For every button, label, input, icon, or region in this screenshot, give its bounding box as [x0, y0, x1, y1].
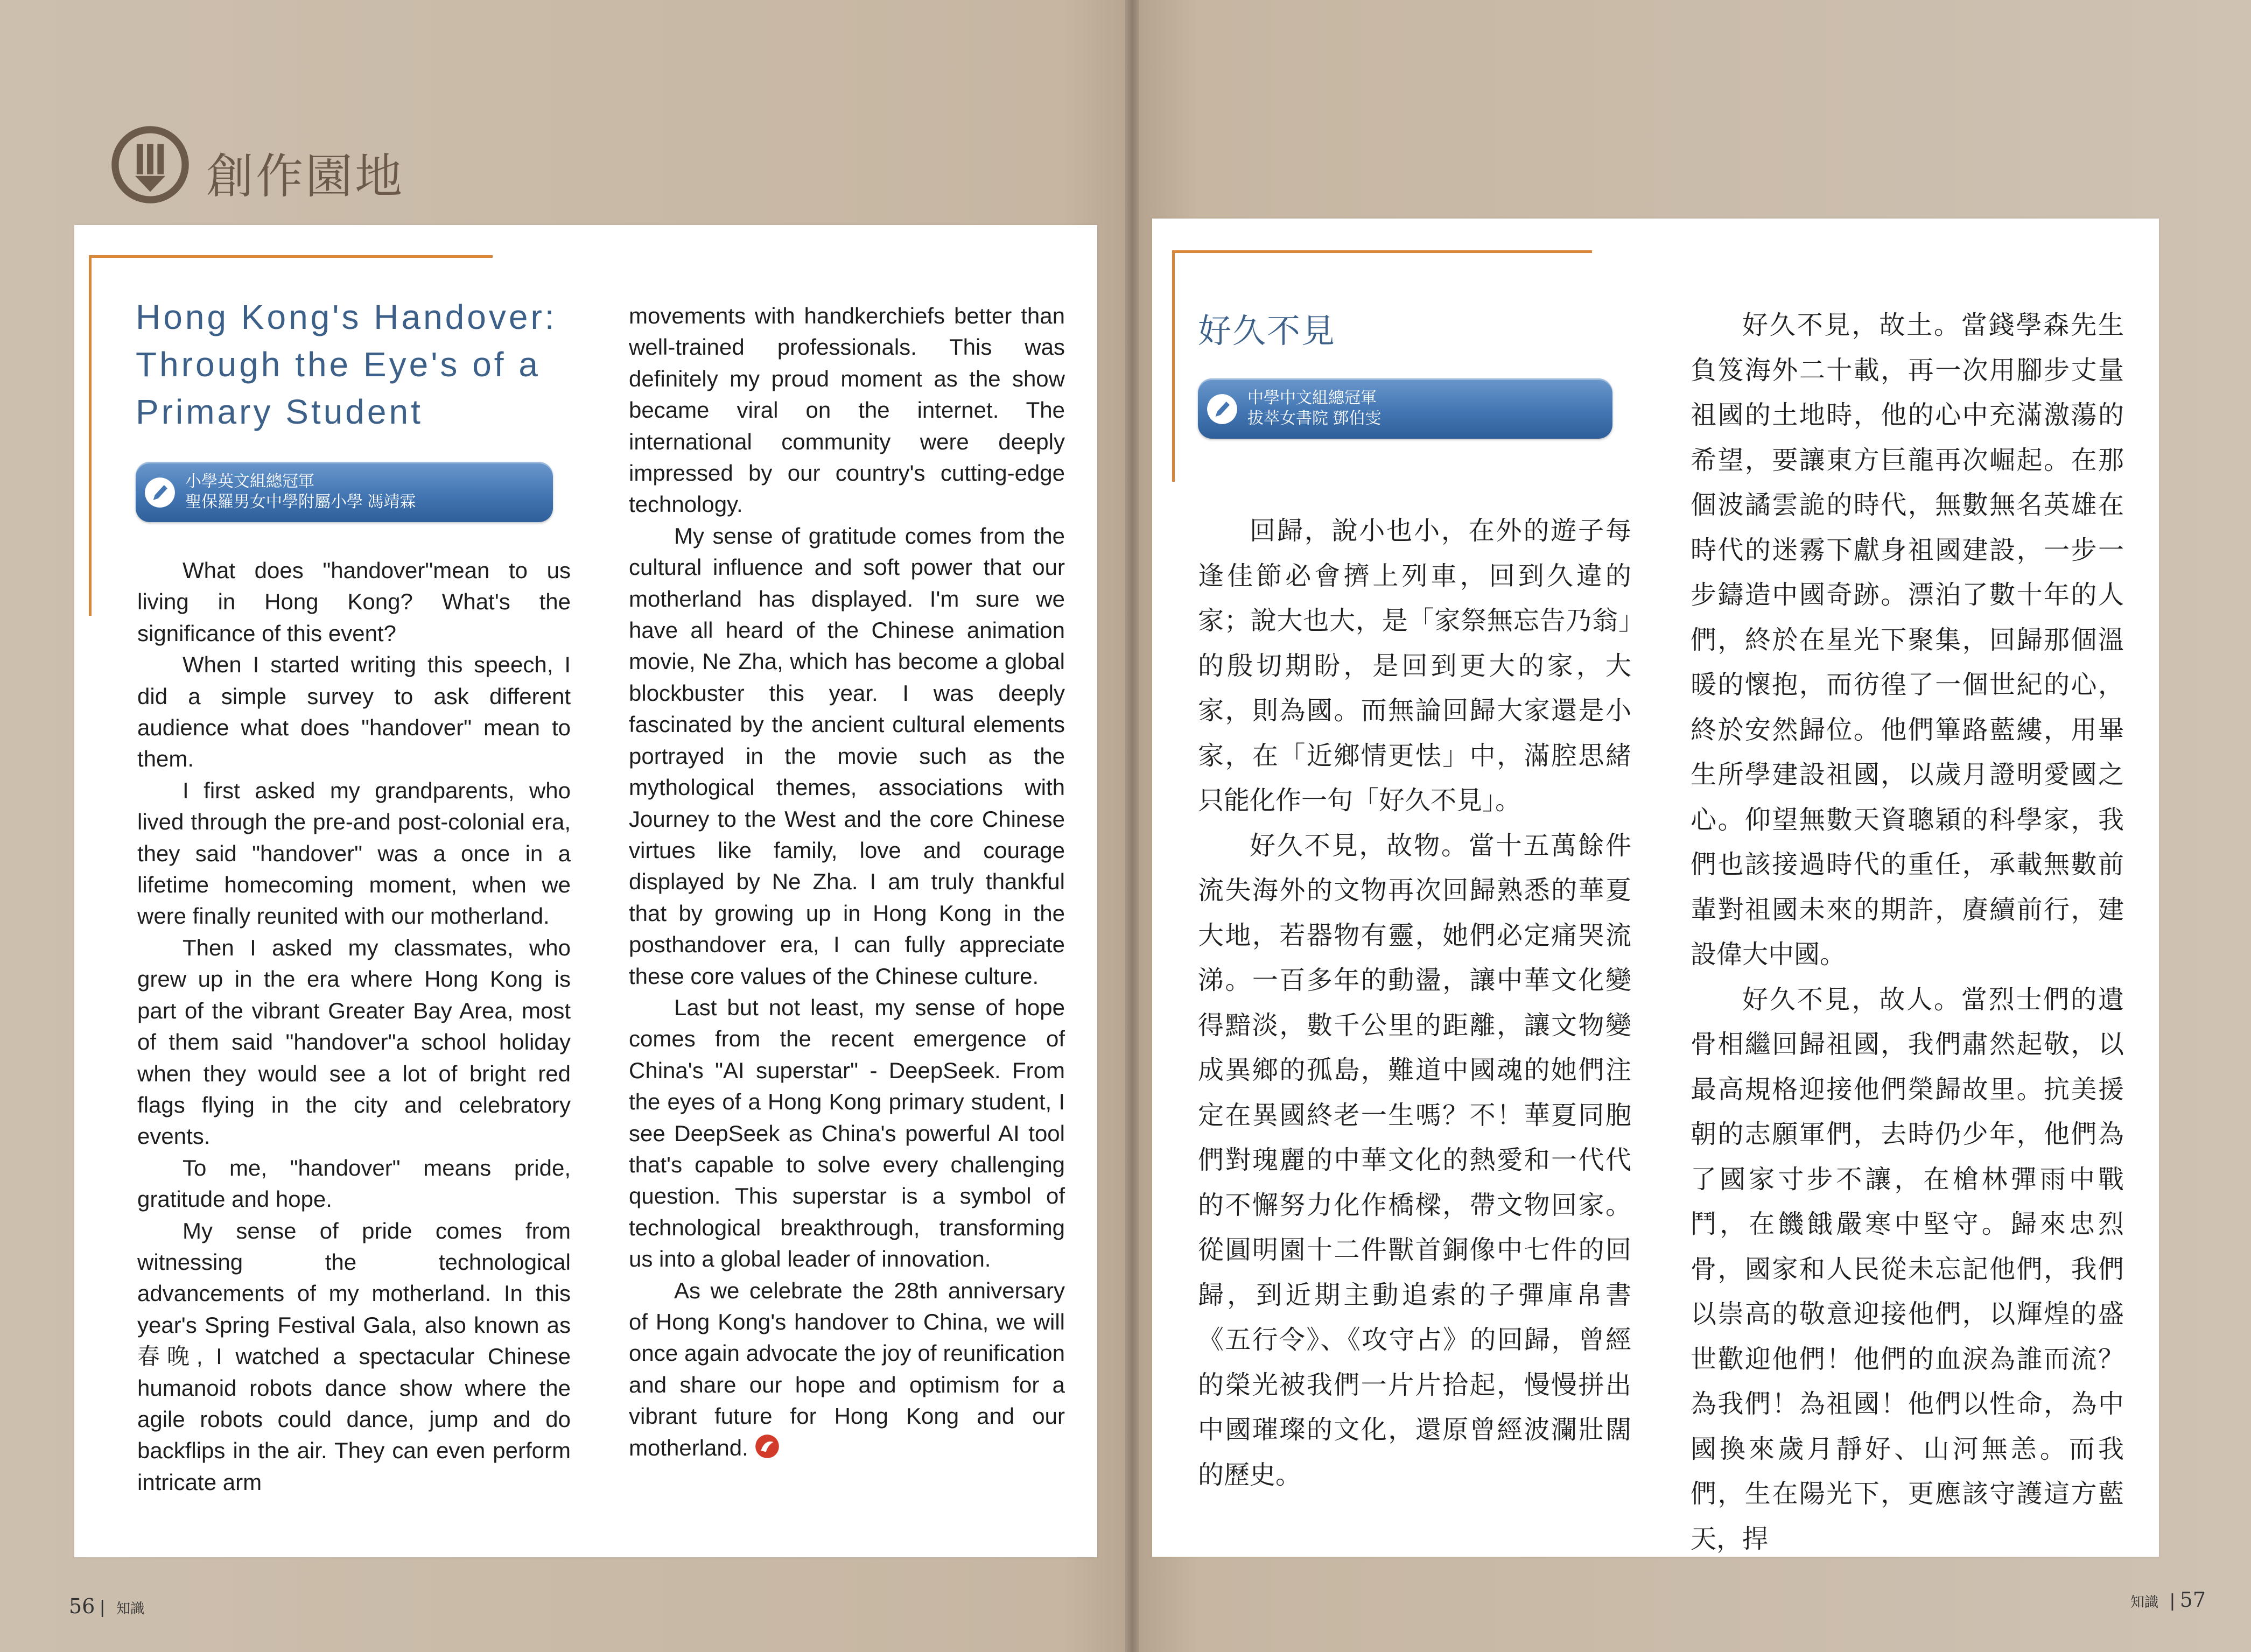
book-spine: [1125, 0, 1139, 1652]
paragraph: 好久不見，故物。當十五萬餘件流失海外的文物再次回歸熟悉的華夏大地，若器物有靈，她們必定痛哭流涕。一百多年的動盪，讓中華文化變得黯淡，數千公里的距離，讓文物變成異鄉的孤島，難道中國魂的她們注定在異國終老一生嗎？不！華夏同胞們對瑰麗的中華文化的熱愛和一代代的不懈努力化作橋樑，帶文物回家。從圓明園十二件獸首銅像中七件的回歸，到近期主動追索的子彈庫帛書《五行令》、《攻守占》的回歸，曾經的榮光被我們一片片拾起，慢慢拼出中國璀璨的文化，還原曾經波瀾壯闊的歷史。: [1198, 830, 1631, 1490]
paragraph: My sense of pride comes from witnessing the technological advancements of my motherland. In this year's Spring Festival Gala, also known as 春晚, I watched a spectacular Chinese humanoid robots dance show where the agile robots could dance, jump and do backflips in the air. They can even perform intricate arm: [137, 1218, 571, 1495]
right-article-title: 好久不見: [1198, 313, 1336, 350]
right-article-column-1: [1198, 509, 1631, 1498]
left-byline-award: 小學英文組總冠軍: [185, 473, 314, 490]
right-byline-author: 拔萃女書院 鄧伯雯: [1247, 410, 1382, 427]
section-title: 創作園地: [206, 150, 405, 203]
page-number: 56: [69, 1594, 95, 1618]
paragraph: Last but not least, my sense of hope comes from the recent emergence of China's "AI superstar" - DeepSeek. From the eyes of a Hong Kong primary student, I see DeepSeek as China's powerful AI tool that's capable to solve every challenging question. This superstar is a symbol of technological breakthrough, transforming us into a global leader of innovation.: [629, 994, 1065, 1272]
left-accent-line-vertical: [89, 255, 92, 616]
paragraph: 好久不見，故土。當錢學森先生負笈海外二十載，再一次用腳步丈量祖國的土地時，他的心中充滿激蕩的希望，要讓東方巨龍再次崛起。在那個波譎雲詭的時代，無數無名英雄在時代的迷霧下獻身祖國建設，一步一步鑄造中國奇跡。漂泊了數十年的人們，終於在星光下聚集，回歸那個溫暖的懷抱，而彷徨了一個世紀的心，終於安然歸位。他們篳路藍縷，用畢生所學建設祖國，以歲月證明愛國之心。仰望無數天資聰穎的科學家，我們也該接過時代的重任，承載無數前輩對祖國未來的期許，賡續前行，建設偉大中國。: [1691, 310, 2124, 969]
left-article-title: Hong Kong's Handover: Through the Eye's of a Primary Student: [136, 298, 557, 431]
pen-icon: [1205, 392, 1239, 426]
footer-separator: |: [2165, 1591, 2180, 1611]
right-accent-line-horizontal: [1172, 250, 1592, 253]
paragraph: Then I asked my classmates, who grew up in the era where Hong Kong is part of the vibrant Greater Bay Area, most of them said "handover"a school holiday when they would see a lot of bright red flags flying in the city and celebratory events.: [137, 934, 571, 1149]
right-page-footer: [2124, 1588, 2206, 1612]
right-article-column-2: [1691, 303, 2124, 1562]
page-number: 57: [2179, 1588, 2206, 1612]
pen-nib-circle-icon: [110, 125, 190, 205]
paragraph: 回歸，說小也小，在外的遊子每逢佳節必會擠上列車，回到久違的家；說大也大，是「家祭無忘告乃翁」的殷切期盼，是回到更大的家，大家，則為國。而無論回歸大家還是小家，在「近鄉情更怯」中，滿腔思緒只能化作一句「好久不見」。: [1198, 516, 1631, 816]
right-accent-line-vertical: [1172, 250, 1175, 482]
right-byline-award: 中學中文組總冠軍: [1247, 389, 1377, 407]
magazine-end-logo-icon: [755, 1434, 780, 1459]
left-article-column-2: [629, 300, 1065, 1464]
left-article-column-1: [137, 555, 571, 1498]
magazine-name: 知識: [2130, 1594, 2159, 1611]
pen-icon: [143, 476, 177, 509]
right-byline-badge: [1198, 378, 1612, 439]
paragraph: [629, 1275, 1065, 1464]
left-byline-badge: [136, 462, 553, 522]
paragraph: When I started writing this speech, I did a simple survey to ask different audience what does "handover" mean to them.: [137, 652, 571, 772]
paragraph: I first asked my grandparents, who lived through the pre-and post-colonial era, they said "handover" was a once in a lifetime homecoming moment, when we were finally reunited with our motherland.: [137, 777, 571, 929]
footer-separator: |: [95, 1597, 110, 1618]
closing-paragraph-text: As we celebrate the 28th anniversary of Hong Kong's handover to China, we will once again advocate the joy of reunification and share our hope and optimism for a vibrant future for Hong Kong and our motherland.: [629, 1277, 1065, 1460]
left-page-footer: [69, 1594, 151, 1618]
left-accent-line-horizontal: [89, 255, 493, 258]
paragraph: What does "handover"mean to us living in Hong Kong? What's the significance of this event?: [137, 558, 571, 646]
paragraph: movements with handkerchiefs better than well-trained professionals. This was definitely my proud moment as the show became viral on the internet. The international community were deeply impressed by our country's cutting-edge technology.: [629, 303, 1065, 517]
paragraph: My sense of gratitude comes from the cultural influence and soft power that our motherland has displayed. I'm sure we have all heard of the Chinese animation movie, Ne Zha, which has become a global blockbuster this year. I was deeply fascinated by the ancient cultural elements portrayed in the movie such as the mythological themes, associations with Journey to the West and the core Chinese virtues like family, love and courage displayed by Ne Zha. I am truly thankful that by growing up in Hong Kong in the posthandover era, I can fully appreciate these core values of the Chinese culture.: [629, 523, 1065, 989]
left-byline-author: 聖保羅男女中學附屬小學 馮靖霖: [185, 493, 416, 511]
paragraph: To me, "handover" means pride, gratitude and hope.: [137, 1155, 571, 1212]
paragraph: 好久不見，故人。當烈士們的遺骨相繼回歸祖國，我們肅然起敬，以最高規格迎接他們榮歸故里。抗美援朝的志願軍們，去時仍少年，他們為了國家寸步不讓，在槍林彈雨中戰鬥，在饑餓嚴寒中堅守。歸來忠烈骨，國家和人民從未忘記他們，我們以崇高的敬意迎接他們，以輝煌的盛世歡迎他們！他們的血淚為誰而流？為我們！為祖國！他們以性命，為中國換來歲月靜好、山河無恙。而我們，生在陽光下，更應該守護這方藍天，捍: [1691, 984, 2124, 1554]
magazine-name: 知識: [116, 1601, 145, 1617]
